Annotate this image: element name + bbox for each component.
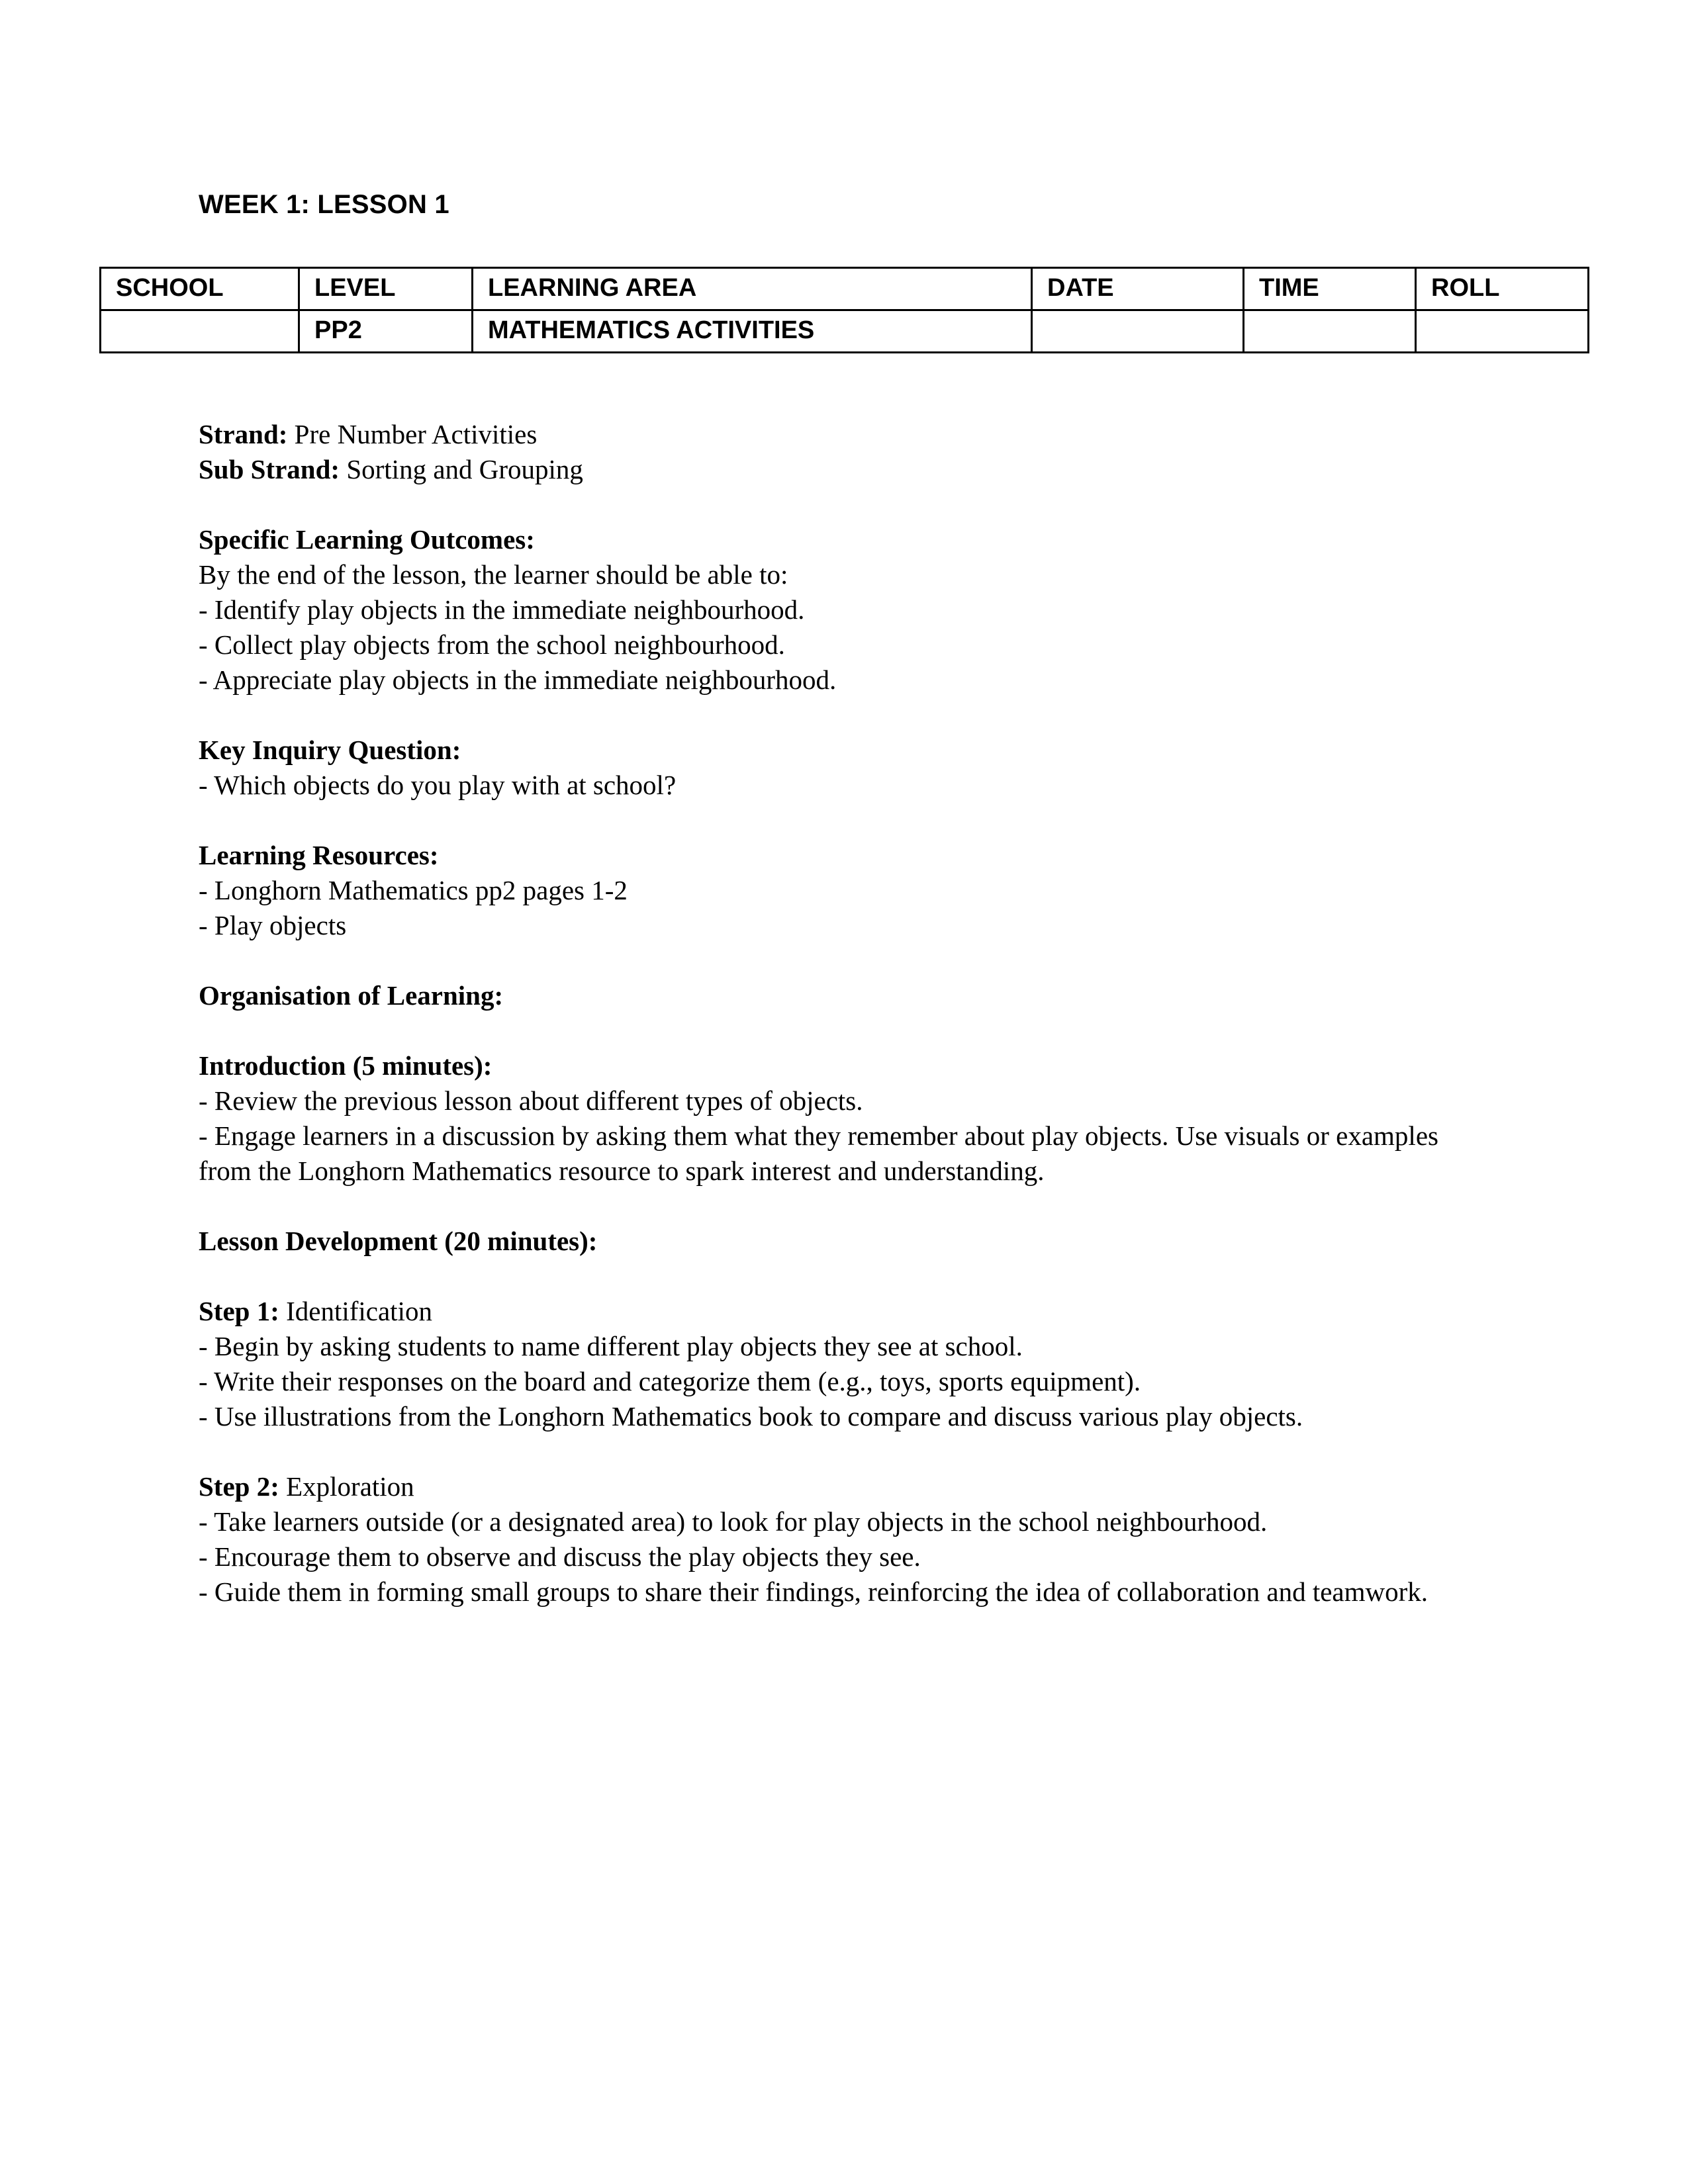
cell-roll[interactable] bbox=[1416, 310, 1589, 353]
step-2-value: Exploration bbox=[279, 1471, 414, 1502]
table-row bbox=[101, 310, 1589, 353]
step-1-label: Step 1: bbox=[199, 1296, 279, 1326]
outcomes-intro: By the end of the lesson, the learner should be able to: bbox=[199, 559, 788, 590]
step-1-value: Identification bbox=[279, 1296, 432, 1326]
page-title: WEEK 1: LESSON 1 bbox=[199, 190, 449, 219]
cell-school[interactable] bbox=[101, 310, 299, 353]
spacer bbox=[199, 487, 1462, 522]
column-header-level: LEVEL bbox=[299, 268, 473, 310]
cell-level[interactable]: PP2 bbox=[299, 310, 473, 353]
list-item: - Encourage them to observe and discuss the play objects they see. bbox=[199, 1541, 921, 1572]
column-header-time: TIME bbox=[1244, 268, 1416, 310]
column-header-roll: ROLL bbox=[1416, 268, 1589, 310]
list-item: - Write their responses on the board and categorize them (e.g., toys, sports equipment). bbox=[199, 1366, 1141, 1396]
sub-strand-line bbox=[199, 452, 1462, 487]
spacer bbox=[199, 1189, 1462, 1224]
section-heading-organisation: Organisation of Learning: bbox=[199, 980, 504, 1011]
spacer bbox=[199, 1434, 1462, 1469]
spacer bbox=[199, 1013, 1462, 1048]
column-header-learning-area: LEARNING AREA bbox=[473, 268, 1032, 310]
strand-label: Strand: bbox=[199, 419, 288, 449]
list-item: - Use illustrations from the Longhorn Mathematics book to compare and discuss various play objects. bbox=[199, 1401, 1303, 1432]
list-item: - Longhorn Mathematics pp2 pages 1-2 bbox=[199, 875, 628, 905]
section-heading-introduction: Introduction (5 minutes): bbox=[199, 1050, 492, 1081]
spacer bbox=[199, 698, 1462, 733]
list-item: - Play objects bbox=[199, 910, 347, 940]
spacer bbox=[199, 943, 1462, 978]
step-2-heading bbox=[199, 1469, 1462, 1504]
column-header-date: DATE bbox=[1032, 268, 1244, 310]
cell-learning-area[interactable]: MATHEMATICS ACTIVITIES bbox=[473, 310, 1032, 353]
list-item: - Which objects do you play with at school? bbox=[199, 770, 677, 800]
list-item: - Identify play objects in the immediate neighbourhood. bbox=[199, 594, 805, 625]
strand-value: Pre Number Activities bbox=[287, 419, 538, 449]
sub-strand-value: Sorting and Grouping bbox=[340, 454, 583, 484]
column-header-school: SCHOOL bbox=[101, 268, 299, 310]
strand-line bbox=[199, 417, 1462, 452]
lesson-body bbox=[199, 417, 1462, 1610]
step-1-heading bbox=[199, 1294, 1462, 1329]
step-2-label: Step 2: bbox=[199, 1471, 279, 1502]
list-item: - Review the previous lesson about different types of objects. bbox=[199, 1085, 863, 1116]
spacer bbox=[199, 803, 1462, 838]
spacer bbox=[199, 1259, 1462, 1294]
cell-date[interactable] bbox=[1032, 310, 1244, 353]
list-item: - Take learners outside (or a designated area) to look for play objects in the school neighbourhood. bbox=[199, 1506, 1268, 1537]
list-item: - Appreciate play objects in the immediate neighbourhood. bbox=[199, 664, 837, 695]
section-heading-key-inquiry: Key Inquiry Question: bbox=[199, 735, 461, 765]
table-header-row bbox=[101, 268, 1589, 310]
list-item: - Collect play objects from the school neighbourhood. bbox=[199, 629, 785, 660]
section-heading-learning-resources: Learning Resources: bbox=[199, 840, 439, 870]
sub-strand-label: Sub Strand: bbox=[199, 454, 340, 484]
section-heading-lesson-development: Lesson Development (20 minutes): bbox=[199, 1226, 598, 1256]
list-item: - Guide them in forming small groups to share their findings, reinforcing the idea of collaboration and teamwork. bbox=[199, 1576, 1429, 1607]
list-item: - Engage learners in a discussion by asking them what they remember about play objects. Use visuals or examples from the Longhorn Mathematics resource to spark interest and understanding. bbox=[199, 1120, 1438, 1186]
section-heading-outcomes: Specific Learning Outcomes: bbox=[199, 524, 535, 555]
lesson-info-table bbox=[99, 267, 1589, 353]
list-item: - Begin by asking students to name different play objects they see at school. bbox=[199, 1331, 1023, 1361]
cell-time[interactable] bbox=[1244, 310, 1416, 353]
